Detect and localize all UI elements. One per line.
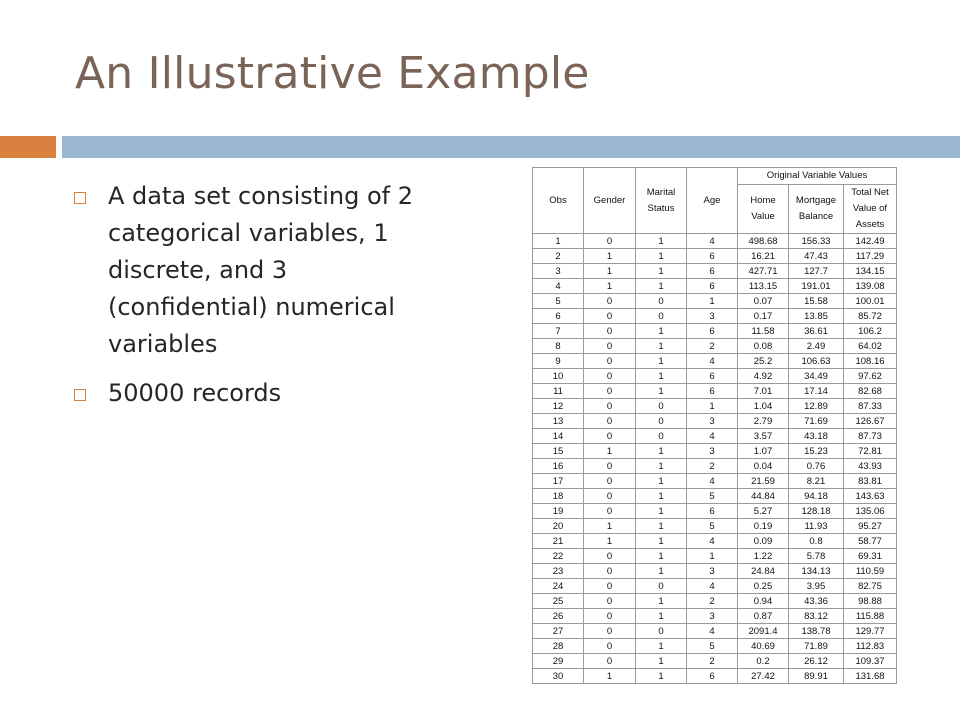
cell-marital-status: 1	[636, 669, 687, 684]
table-row	[533, 444, 897, 459]
cell-marital-status: 0	[636, 309, 687, 324]
square-bullet-icon	[74, 192, 86, 204]
cell-obs: 20	[533, 519, 584, 534]
cell-home-value: 0.2	[738, 654, 789, 669]
table-row	[533, 549, 897, 564]
table-row	[533, 564, 897, 579]
cell-obs: 13	[533, 414, 584, 429]
cell-obs: 8	[533, 339, 584, 354]
table-row	[533, 324, 897, 339]
cell-obs: 18	[533, 489, 584, 504]
data-table	[532, 167, 897, 684]
cell-age: 3	[687, 564, 738, 579]
cell-mortgage-balance: 15.58	[789, 294, 844, 309]
cell-gender: 0	[584, 564, 636, 579]
cell-marital-status: 1	[636, 594, 687, 609]
cell-marital-status: 0	[636, 429, 687, 444]
cell-obs: 28	[533, 639, 584, 654]
cell-total-net-value: 135.06	[844, 504, 897, 519]
cell-gender: 0	[584, 294, 636, 309]
cell-gender: 0	[584, 549, 636, 564]
cell-total-net-value: 115.88	[844, 609, 897, 624]
cell-home-value: 4.92	[738, 369, 789, 384]
cell-marital-status: 0	[636, 294, 687, 309]
bullet-text: 50000 records	[108, 379, 282, 407]
cell-obs: 21	[533, 534, 584, 549]
cell-obs: 12	[533, 399, 584, 414]
table-row	[533, 579, 897, 594]
cell-home-value: 1.22	[738, 549, 789, 564]
cell-total-net-value: 143.63	[844, 489, 897, 504]
cell-marital-status: 1	[636, 384, 687, 399]
cell-marital-status: 1	[636, 519, 687, 534]
table-row	[533, 399, 897, 414]
cell-total-net-value: 83.81	[844, 474, 897, 489]
table-row	[533, 294, 897, 309]
cell-mortgage-balance: 5.78	[789, 549, 844, 564]
cell-gender: 1	[584, 249, 636, 264]
cell-obs: 26	[533, 609, 584, 624]
cell-age: 4	[687, 579, 738, 594]
table-row	[533, 489, 897, 504]
cell-age: 5	[687, 519, 738, 534]
table-row	[533, 429, 897, 444]
cell-mortgage-balance: 0.8	[789, 534, 844, 549]
cell-gender: 0	[584, 354, 636, 369]
cell-obs: 17	[533, 474, 584, 489]
cell-home-value: 25.2	[738, 354, 789, 369]
cell-mortgage-balance: 43.36	[789, 594, 844, 609]
cell-age: 6	[687, 264, 738, 279]
cell-marital-status: 0	[636, 579, 687, 594]
cell-mortgage-balance: 94.18	[789, 489, 844, 504]
cell-mortgage-balance: 127.7	[789, 264, 844, 279]
table-row	[533, 639, 897, 654]
cell-mortgage-balance: 128.18	[789, 504, 844, 519]
header-home-value: Home Value	[738, 185, 789, 234]
table-row	[533, 669, 897, 684]
cell-gender: 0	[584, 654, 636, 669]
cell-age: 2	[687, 594, 738, 609]
square-bullet-icon	[74, 389, 86, 401]
cell-marital-status: 1	[636, 474, 687, 489]
cell-marital-status: 1	[636, 489, 687, 504]
cell-marital-status: 1	[636, 339, 687, 354]
cell-obs: 6	[533, 309, 584, 324]
cell-home-value: 44.84	[738, 489, 789, 504]
cell-marital-status: 1	[636, 279, 687, 294]
bullet-item	[74, 375, 454, 412]
cell-gender: 0	[584, 459, 636, 474]
cell-marital-status: 1	[636, 369, 687, 384]
table-row	[533, 654, 897, 669]
cell-age: 1	[687, 549, 738, 564]
table-row	[533, 264, 897, 279]
table-row	[533, 624, 897, 639]
cell-home-value: 498.68	[738, 234, 789, 249]
cell-marital-status: 1	[636, 534, 687, 549]
cell-total-net-value: 82.75	[844, 579, 897, 594]
cell-mortgage-balance: 15.23	[789, 444, 844, 459]
cell-home-value: 16.21	[738, 249, 789, 264]
cell-age: 4	[687, 534, 738, 549]
cell-home-value: 0.09	[738, 534, 789, 549]
cell-marital-status: 1	[636, 654, 687, 669]
cell-gender: 0	[584, 339, 636, 354]
title-rule-accent	[0, 136, 56, 158]
cell-obs: 2	[533, 249, 584, 264]
cell-total-net-value: 69.31	[844, 549, 897, 564]
cell-home-value: 0.08	[738, 339, 789, 354]
cell-home-value: 1.04	[738, 399, 789, 414]
cell-total-net-value: 108.16	[844, 354, 897, 369]
cell-marital-status: 1	[636, 504, 687, 519]
cell-age: 2	[687, 339, 738, 354]
table-row	[533, 279, 897, 294]
cell-obs: 25	[533, 594, 584, 609]
cell-home-value: 2.79	[738, 414, 789, 429]
cell-total-net-value: 87.33	[844, 399, 897, 414]
cell-obs: 29	[533, 654, 584, 669]
cell-obs: 1	[533, 234, 584, 249]
cell-mortgage-balance: 0.76	[789, 459, 844, 474]
cell-total-net-value: 82.68	[844, 384, 897, 399]
cell-home-value: 0.17	[738, 309, 789, 324]
cell-obs: 30	[533, 669, 584, 684]
cell-age: 4	[687, 429, 738, 444]
cell-obs: 15	[533, 444, 584, 459]
header-marital-status: Marital Status	[636, 168, 687, 234]
cell-obs: 22	[533, 549, 584, 564]
cell-gender: 0	[584, 414, 636, 429]
cell-mortgage-balance: 3.95	[789, 579, 844, 594]
cell-home-value: 0.07	[738, 294, 789, 309]
cell-gender: 1	[584, 279, 636, 294]
table-row	[533, 339, 897, 354]
cell-obs: 10	[533, 369, 584, 384]
cell-home-value: 40.69	[738, 639, 789, 654]
cell-obs: 23	[533, 564, 584, 579]
cell-marital-status: 1	[636, 549, 687, 564]
cell-age: 5	[687, 489, 738, 504]
cell-mortgage-balance: 17.14	[789, 384, 844, 399]
cell-total-net-value: 142.49	[844, 234, 897, 249]
cell-mortgage-balance: 2.49	[789, 339, 844, 354]
cell-home-value: 5.27	[738, 504, 789, 519]
cell-total-net-value: 110.59	[844, 564, 897, 579]
cell-mortgage-balance: 71.89	[789, 639, 844, 654]
cell-gender: 0	[584, 429, 636, 444]
cell-gender: 1	[584, 669, 636, 684]
cell-age: 4	[687, 354, 738, 369]
cell-home-value: 11.58	[738, 324, 789, 339]
cell-obs: 3	[533, 264, 584, 279]
table-row	[533, 594, 897, 609]
bullet-item	[74, 178, 454, 363]
header-mortgage-balance: Mortgage Balance	[789, 185, 844, 234]
cell-gender: 0	[584, 384, 636, 399]
cell-home-value: 0.04	[738, 459, 789, 474]
cell-home-value: 21.59	[738, 474, 789, 489]
cell-gender: 0	[584, 474, 636, 489]
cell-marital-status: 0	[636, 414, 687, 429]
cell-age: 6	[687, 384, 738, 399]
cell-marital-status: 1	[636, 354, 687, 369]
table-row	[533, 354, 897, 369]
cell-obs: 16	[533, 459, 584, 474]
cell-total-net-value: 72.81	[844, 444, 897, 459]
cell-total-net-value: 64.02	[844, 339, 897, 354]
cell-gender: 0	[584, 309, 636, 324]
cell-mortgage-balance: 43.18	[789, 429, 844, 444]
cell-gender: 0	[584, 579, 636, 594]
cell-marital-status: 0	[636, 399, 687, 414]
header-age: Age	[687, 168, 738, 234]
cell-age: 6	[687, 324, 738, 339]
table-row	[533, 474, 897, 489]
cell-age: 3	[687, 309, 738, 324]
table-row	[533, 459, 897, 474]
cell-mortgage-balance: 26.12	[789, 654, 844, 669]
cell-home-value: 3.57	[738, 429, 789, 444]
cell-age: 6	[687, 249, 738, 264]
cell-home-value: 427.71	[738, 264, 789, 279]
cell-mortgage-balance: 191.01	[789, 279, 844, 294]
table-row	[533, 534, 897, 549]
cell-mortgage-balance: 138.78	[789, 624, 844, 639]
cell-gender: 1	[584, 264, 636, 279]
cell-total-net-value: 126.67	[844, 414, 897, 429]
cell-mortgage-balance: 83.12	[789, 609, 844, 624]
cell-total-net-value: 112.83	[844, 639, 897, 654]
cell-marital-status: 1	[636, 459, 687, 474]
cell-gender: 1	[584, 534, 636, 549]
cell-marital-status: 1	[636, 564, 687, 579]
table-row	[533, 384, 897, 399]
cell-total-net-value: 134.15	[844, 264, 897, 279]
table-row	[533, 504, 897, 519]
cell-age: 3	[687, 414, 738, 429]
cell-total-net-value: 58.77	[844, 534, 897, 549]
cell-home-value: 0.25	[738, 579, 789, 594]
cell-total-net-value: 98.88	[844, 594, 897, 609]
header-total-net-value: Total Net Value of Assets	[844, 185, 897, 234]
cell-age: 3	[687, 444, 738, 459]
cell-marital-status: 1	[636, 324, 687, 339]
cell-gender: 0	[584, 504, 636, 519]
cell-marital-status: 1	[636, 609, 687, 624]
cell-gender: 0	[584, 594, 636, 609]
cell-total-net-value: 87.73	[844, 429, 897, 444]
title-rule	[62, 136, 960, 158]
cell-mortgage-balance: 13.85	[789, 309, 844, 324]
cell-gender: 0	[584, 489, 636, 504]
cell-obs: 5	[533, 294, 584, 309]
cell-total-net-value: 85.72	[844, 309, 897, 324]
cell-age: 4	[687, 234, 738, 249]
cell-total-net-value: 43.93	[844, 459, 897, 474]
cell-total-net-value: 129.77	[844, 624, 897, 639]
bullet-list	[74, 178, 454, 424]
table-row	[533, 519, 897, 534]
cell-total-net-value: 100.01	[844, 294, 897, 309]
cell-marital-status: 1	[636, 264, 687, 279]
cell-gender: 0	[584, 609, 636, 624]
cell-obs: 14	[533, 429, 584, 444]
cell-gender: 0	[584, 624, 636, 639]
cell-marital-status: 1	[636, 639, 687, 654]
cell-obs: 24	[533, 579, 584, 594]
cell-home-value: 113.15	[738, 279, 789, 294]
bullet-text: A data set consisting of 2 categorical variables, 1 discrete, and 3 (confidential) numerical variables	[108, 182, 413, 358]
cell-marital-status: 1	[636, 444, 687, 459]
cell-home-value: 2091.4	[738, 624, 789, 639]
cell-mortgage-balance: 134.13	[789, 564, 844, 579]
cell-home-value: 27.42	[738, 669, 789, 684]
cell-gender: 1	[584, 444, 636, 459]
cell-mortgage-balance: 106.63	[789, 354, 844, 369]
cell-mortgage-balance: 156.33	[789, 234, 844, 249]
cell-total-net-value: 131.68	[844, 669, 897, 684]
cell-home-value: 0.94	[738, 594, 789, 609]
slide-title: An Illustrative Example	[75, 48, 590, 99]
cell-marital-status: 1	[636, 249, 687, 264]
cell-obs: 9	[533, 354, 584, 369]
table-row	[533, 234, 897, 249]
cell-home-value: 24.84	[738, 564, 789, 579]
cell-home-value: 0.87	[738, 609, 789, 624]
cell-gender: 1	[584, 519, 636, 534]
cell-gender: 0	[584, 234, 636, 249]
cell-mortgage-balance: 47.43	[789, 249, 844, 264]
cell-mortgage-balance: 34.49	[789, 369, 844, 384]
cell-gender: 0	[584, 324, 636, 339]
cell-home-value: 0.19	[738, 519, 789, 534]
table-row	[533, 609, 897, 624]
cell-obs: 4	[533, 279, 584, 294]
cell-total-net-value: 97.62	[844, 369, 897, 384]
cell-age: 5	[687, 639, 738, 654]
cell-marital-status: 1	[636, 234, 687, 249]
cell-gender: 0	[584, 369, 636, 384]
cell-gender: 0	[584, 399, 636, 414]
cell-age: 6	[687, 279, 738, 294]
cell-total-net-value: 139.08	[844, 279, 897, 294]
cell-mortgage-balance: 11.93	[789, 519, 844, 534]
cell-mortgage-balance: 36.61	[789, 324, 844, 339]
cell-obs: 27	[533, 624, 584, 639]
cell-total-net-value: 117.29	[844, 249, 897, 264]
cell-age: 2	[687, 654, 738, 669]
table-row	[533, 249, 897, 264]
cell-total-net-value: 95.27	[844, 519, 897, 534]
table-row	[533, 309, 897, 324]
cell-mortgage-balance: 8.21	[789, 474, 844, 489]
cell-age: 1	[687, 294, 738, 309]
cell-home-value: 7.01	[738, 384, 789, 399]
cell-home-value: 1.07	[738, 444, 789, 459]
cell-age: 2	[687, 459, 738, 474]
cell-gender: 0	[584, 639, 636, 654]
cell-age: 6	[687, 369, 738, 384]
cell-age: 6	[687, 669, 738, 684]
header-gender: Gender	[584, 168, 636, 234]
cell-mortgage-balance: 71.69	[789, 414, 844, 429]
cell-age: 4	[687, 624, 738, 639]
cell-total-net-value: 109.37	[844, 654, 897, 669]
cell-mortgage-balance: 89.91	[789, 669, 844, 684]
table-row	[533, 369, 897, 384]
cell-obs: 19	[533, 504, 584, 519]
cell-obs: 7	[533, 324, 584, 339]
cell-mortgage-balance: 12.89	[789, 399, 844, 414]
cell-total-net-value: 106.2	[844, 324, 897, 339]
data-table-container	[532, 167, 897, 684]
cell-obs: 11	[533, 384, 584, 399]
cell-age: 1	[687, 399, 738, 414]
header-group-original-values: Original Variable Values	[738, 168, 897, 185]
cell-age: 3	[687, 609, 738, 624]
cell-age: 4	[687, 474, 738, 489]
cell-marital-status: 0	[636, 624, 687, 639]
table-body	[533, 234, 897, 684]
cell-age: 6	[687, 504, 738, 519]
table-row	[533, 414, 897, 429]
header-obs: Obs	[533, 168, 584, 234]
